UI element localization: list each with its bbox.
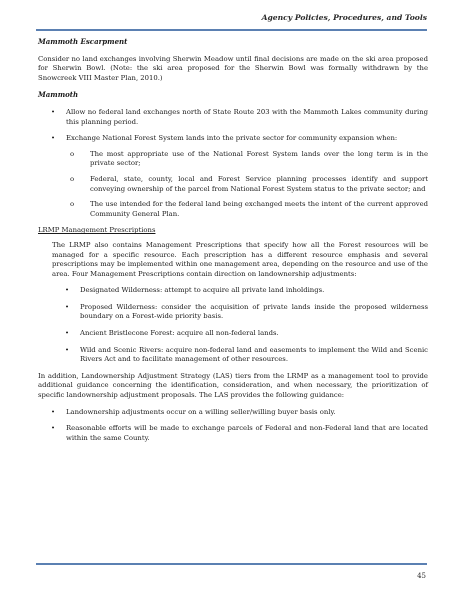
footer-divider bbox=[36, 563, 427, 565]
page-body bbox=[38, 37, 428, 450]
las-bullet-list bbox=[38, 408, 428, 444]
mammoth-escarpment-paragraph: Consider no land exchanges involving Sherwin Meadow until final decisions are made on the ski area proposed for Sherwin Bowl. (Note: the ski area proposed for the Sherwin Bowl was formally withdrawn by the Snowcreek VIII Master Plan, 2010.) bbox=[38, 54, 428, 82]
mammoth-bullet-list bbox=[38, 108, 428, 219]
page-number: 45 bbox=[417, 572, 426, 580]
mammoth-sub-bullet-list bbox=[66, 150, 428, 220]
lrmp-paragraph: The LRMP also contains Management Prescriptions that specify how all the Forest resources will be managed for a specific resource. Each prescription has a different resource emphasis and several prescriptions may be implemented within one management area, depending on the resource and use of the area. Four Management Prescriptions contain direction on landownership adjustments: bbox=[52, 240, 428, 278]
list-item: • Landownership adjustments occur on a willing seller/willing buyer basis only. bbox=[38, 408, 428, 418]
list-item: • Wild and Scenic Rivers: acquire non-federal land and easements to implement the Wild and Scenic Rivers Act and to facilitate management of other resources. bbox=[52, 346, 428, 365]
mammoth-escarpment-heading: Mammoth Escarpment bbox=[38, 37, 128, 46]
mammoth-heading: Mammoth bbox=[38, 90, 79, 100]
las-paragraph: In addition, Landownership Adjustment Strategy (LAS) tiers from the LRMP as a management tool to provide additional guidance concerning the identification, consideration, and when necessary, the prioritization of specific landownership adjustment proposals. The LAS provides the following guidance: bbox=[38, 371, 428, 400]
list-item-with-sublist bbox=[38, 134, 428, 219]
list-item: • Allow no federal land exchanges north of State Route 203 with the Mammoth Lakes community during this planning period. bbox=[38, 108, 428, 127]
sub-list-item: o Federal, state, county, local and Forest Service planning processes identify and support conveying ownership of the parcel from National Forest System status to the private sector; and bbox=[66, 175, 428, 194]
list-item: • Designated Wilderness: attempt to acquire all private land inholdings. bbox=[52, 286, 428, 296]
list-item: • Ancient Bristlecone Forest: acquire all non-federal lands. bbox=[52, 329, 428, 339]
lrmp-heading: LRMP Management Prescriptions bbox=[38, 226, 156, 235]
sub-list-item: o The use intended for the federal land being exchanged meets the intent of the current approved Community General Plan. bbox=[66, 200, 428, 219]
list-item: • Reasonable efforts will be made to exchange parcels of Federal and non-Federal land that are located within the same County. bbox=[38, 424, 428, 443]
header-divider bbox=[36, 29, 427, 31]
lrmp-bullet-list bbox=[52, 286, 428, 365]
sub-list-item: o The most appropriate use of the National Forest System lands over the long term is in the private sector; bbox=[66, 150, 428, 169]
list-item: • Proposed Wilderness: consider the acquisition of private lands inside the proposed wilderness boundary on a Forest-wide priority basis. bbox=[52, 303, 428, 322]
list-item-text: Exchange National Forest System lands into the private sector for community expansion when: bbox=[66, 134, 398, 143]
running-header-title: Agency Policies, Procedures, and Tools bbox=[261, 13, 427, 22]
